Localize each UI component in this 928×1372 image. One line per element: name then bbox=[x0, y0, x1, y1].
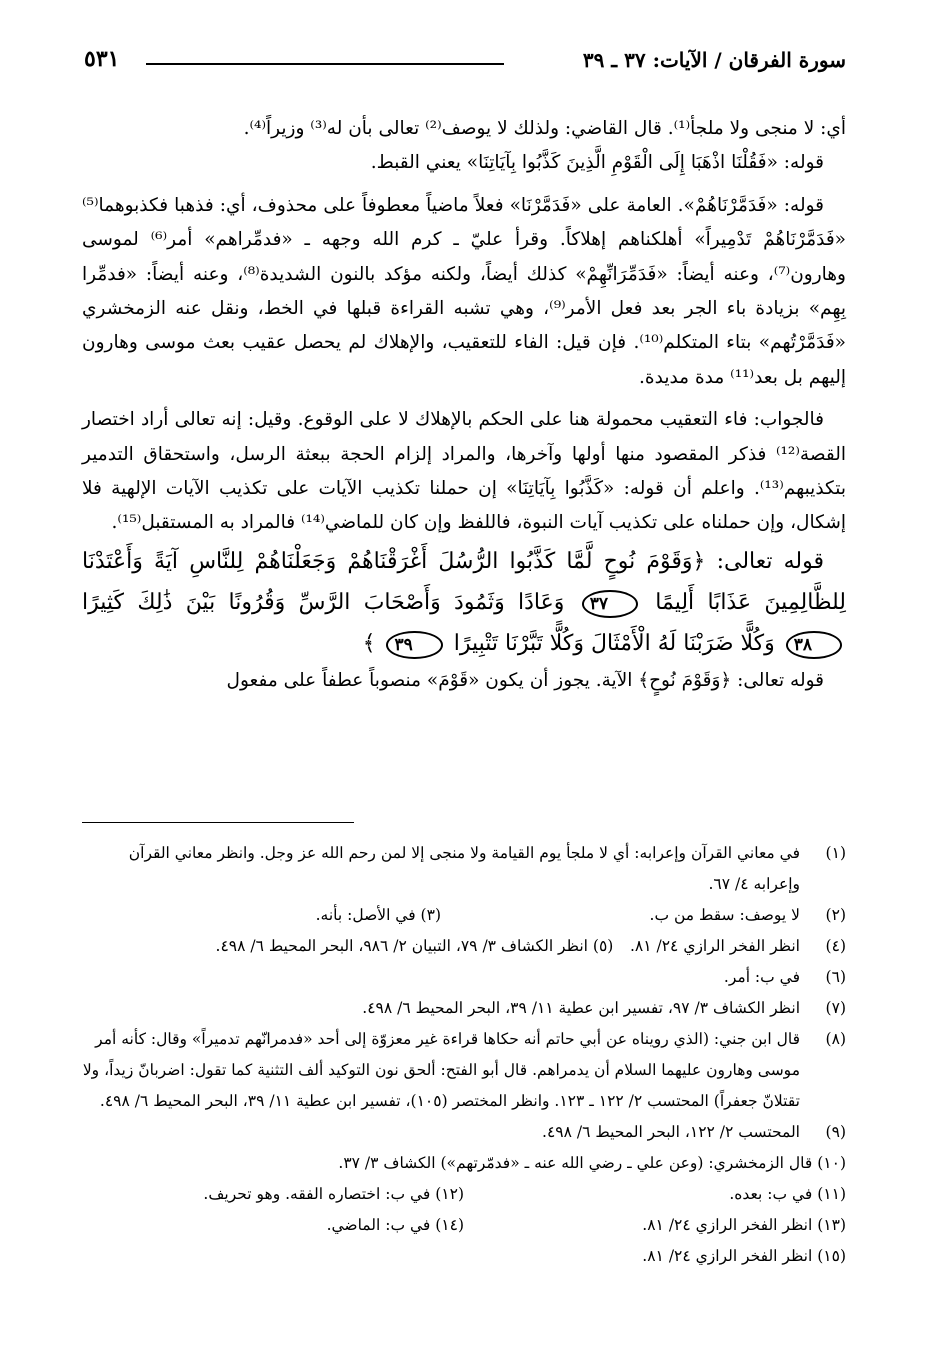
running-header bbox=[84, 46, 846, 80]
footnote-row bbox=[82, 900, 846, 931]
ayah-number-marker: ٣٨ bbox=[786, 631, 842, 659]
footnote-number: (٤) bbox=[825, 937, 846, 955]
footnote bbox=[82, 1241, 846, 1272]
footnote bbox=[82, 838, 846, 900]
paragraph: قوله تعالى: ﴿وَقَوْمَ نُوحٍ﴾ الآية. يجوز أن يكون «قَوْمَ» منصوباً عطفاً على مفعول bbox=[226, 669, 824, 691]
verse-intro-label: قوله تعالى: bbox=[716, 548, 825, 574]
footnote-number: (٩) bbox=[825, 1123, 846, 1141]
footnote-text: (١٣) انظر الفخر الرازي ٢٤/ ٨١. bbox=[642, 1216, 846, 1234]
header-title: سورة الفرقان / الآيات: ٣٧ ـ ٣٩ bbox=[582, 48, 846, 72]
footnote-text: (١٠) قال الزمخشري: (وعن علي ـ رضي الله عنه ـ «فدمّرتهم») الكشاف ٣/ ٣٧. bbox=[338, 1154, 846, 1172]
footnote bbox=[82, 1148, 846, 1179]
header-rule bbox=[146, 63, 504, 65]
verse-text: ﴿وَقَوْمَ نُوحٍ لَّمَّا كَذَّبُوا الرُّسُلَ أَغْرَقْنَاهُمْ وَجَعَلْنَاهُمْ لِلنَّاسِ آيَةً وَأَعْتَدْنَا لِلظَّالِمِينَ عَذَابًا أَلِيمًا bbox=[82, 548, 846, 615]
quran-verse-block bbox=[82, 541, 846, 664]
paragraph: فالجواب: فاء التعقيب محمولة هنا على الحكم بالإهلاك لا على الوقوع. وقيل: إنه تعالى أراد اختصار القصة⁽¹²⁾ فذكر المقصود منها أولها وآخرها، والمراد إلزام الحجة ببعثة الرسل، واستحقاق التدمير بتكذيبهم⁽¹³⁾. واعلم أن قوله: «كَذَّبُوا بِآيَاتِنَا» إن حملنا تكذيب الآيات على تكذيب الآيات الإلهية فلا إشكال، وإن حملناه على تكذيب آيات النبوة، فاللفظ وإن كان للماضي⁽¹⁴⁾ فالمراد به المستقبل⁽¹⁵⁾. bbox=[82, 409, 846, 534]
footnotes bbox=[82, 838, 846, 1272]
footnote-row bbox=[82, 1179, 846, 1210]
ayah-number-marker: ٣٩ bbox=[386, 631, 442, 659]
page-number: ٥٣١ bbox=[84, 46, 120, 72]
footnote-text: (٣) في الأصل: بأنه. bbox=[315, 906, 441, 924]
footnote-number: (٨) bbox=[825, 1030, 846, 1048]
footnote bbox=[82, 993, 846, 1024]
main-text bbox=[82, 112, 846, 698]
footnote-number: (٢) bbox=[825, 906, 846, 924]
footnote bbox=[82, 962, 846, 993]
paragraph: قوله: «فَقُلْنَا اذْهَبَا إِلَى الْقَوْمِ الَّذِينَ كَذَّبُوا بِآيَاتِنَا» يعني القبط. bbox=[370, 152, 824, 174]
verse-close-bracket: ﴾ bbox=[362, 630, 376, 656]
verse-text: وَعَادًا وَثَمُودَ وَأَصْحَابَ الرَّسِّ وَقُرُونًا بَيْنَ ذَٰلِكَ كَثِيرًا bbox=[82, 589, 565, 615]
footnote-separator bbox=[82, 822, 354, 823]
footnote-number: (٧) bbox=[825, 999, 846, 1017]
ayah-number-marker: ٣٧ bbox=[582, 590, 638, 618]
footnote-text: قال ابن جني: (الذي رويناه عن أبي حاتم أنه حكاها قراءة غير معزوّة إلى أحد «فدمرانّهم تدميراً» وقال: كأنه أمر موسى وهارون عليهما السلام أن يدمراهم. قال أبو الفتح: ألحق نون التوكيد ألف التثنية كما تقول: اضربانّ زيداً، ولا تقتلانّ جعفراً) المحتسب ٢/ ١٢٢ ـ ١٢٣. وانظر المختصر (١٠٥)، تفسير ابن عطية ١١/ ٣٩، البحر المحيط ٦/ ٤٩٨. bbox=[82, 1030, 800, 1110]
footnote-text: (١١) في ب: بعده. bbox=[729, 1185, 846, 1203]
footnote-text: في معاني القرآن وإعرابه: أي لا ملجأ يوم القيامة ولا منجى إلا لمن رحم الله عز وجل. وانظر معاني القرآن وإعرابه ٤/ ٦٧. bbox=[128, 844, 800, 893]
footnote-text: انظر الفخر الرازي ٢٤/ ٨١. bbox=[629, 937, 800, 955]
footnote bbox=[82, 1024, 846, 1117]
footnote bbox=[82, 1117, 846, 1148]
footnote-text: المحتسب ٢/ ١٢٢، البحر المحيط ٦/ ٤٩٨. bbox=[542, 1123, 800, 1141]
footnote-text: انظر الكشاف ٣/ ٩٧، تفسير ابن عطية ١١/ ٣٩، البحر المحيط ٦/ ٤٩٨. bbox=[362, 999, 800, 1017]
footnote-text: (١٥) انظر الفخر الرازي ٢٤/ ٨١. bbox=[642, 1247, 846, 1265]
verse-text: وَكُلًّا ضَرَبْنَا لَهُ الْأَمْثَالَ وَكُلًّا تَبَّرْنَا تَتْبِيرًا bbox=[453, 630, 775, 656]
footnote-number: (١) bbox=[825, 844, 846, 862]
footnote-text: (١٤) في ب: الماضي. bbox=[326, 1216, 464, 1234]
footnote-number: (٦) bbox=[825, 968, 846, 986]
paragraph: قوله: «فَدَمَّرْنَاهُمْ». العامة على «فَدَمَّرْنَا» فعلاً ماضياً معطوفاً على محذوف، أي: فذهبا فكذبوهما⁽⁵⁾ «فَدَمَّرْنَاهُمْ تَدْمِيراً» أهلكناهم إهلاكاً. وقرأ عليّ ـ كرم الله وجهه ـ «فدمِّراهم» أمر⁽⁶⁾ لموسى وهارون⁽⁷⁾، وعنه أيضاً: «فَدَمِّرَانِّهِمْ» كذلك أيضاً، ولكنه مؤكد بالنون الشديدة⁽⁸⁾، وعنه أيضاً: «فدمِّرا بِهِم» بزيادة باء الجر بعد فعل الأمر⁽⁹⁾، وهي تشبه القراءة قبلها في الخط، ونقل عنه الزمخشري «فَدَمَّرْتُهم» بتاء المتكلم⁽¹⁰⁾. فإن قيل: الفاء للتعقيب، والإهلاك لم يحصل عقيب بعث موسى وهارون إليهم بل بعد⁽¹¹⁾ مدة مديدة. bbox=[82, 194, 846, 388]
footnote-row bbox=[82, 1210, 846, 1241]
footnote-text: (١٢) في ب: اختصاره الفقه. وهو تحريف. bbox=[203, 1185, 464, 1203]
footnote-text: لا يوصف: سقط من ب. bbox=[649, 906, 800, 924]
paragraph: أي: لا منجى ولا ملجأ⁽¹⁾. قال القاضي: ولذلك لا يوصف⁽²⁾ تعالى بأن له⁽³⁾ وزيراً⁽⁴⁾. bbox=[243, 118, 846, 139]
footnote-row bbox=[82, 931, 846, 962]
footnote-text: في ب: أمر. bbox=[723, 968, 800, 986]
footnote-text: (٥) انظر الكشاف ٣/ ٧٩، التبيان ٢/ ٩٨٦، البحر المحيط ٦/ ٤٩٨. bbox=[215, 937, 614, 955]
